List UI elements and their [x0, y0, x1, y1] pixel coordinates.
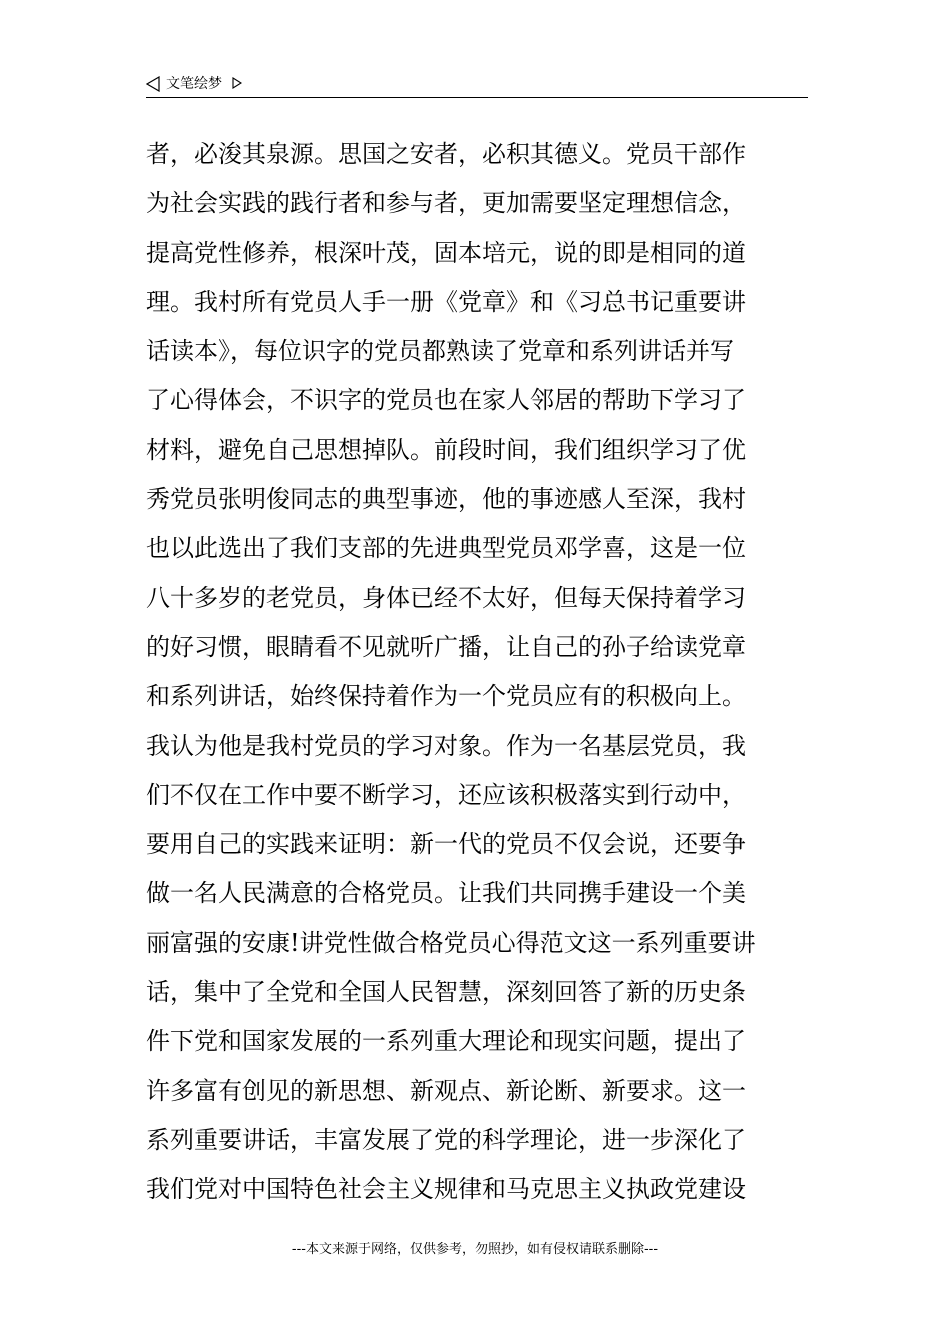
text-line: 材料，避免自己思想掉队。前段时间，我们组织学习了优: [146, 435, 746, 464]
text-line: 提高党性修养，根深叶茂，固本培元，说的即是相同的道: [146, 238, 746, 267]
text-line: 系列重要讲话，丰富发展了党的科学理论，进一步深化了: [146, 1125, 746, 1154]
text-line: 我们党对中国特色社会主义规律和马克思主义执政党建设: [146, 1175, 746, 1204]
header-divider: [146, 97, 808, 98]
triangle-left-icon: [146, 76, 160, 92]
text-line: 为社会实践的践行者和参与者，更加需要坚定理想信念，: [146, 189, 746, 218]
text-line: 件下党和国家发展的一系列重大理论和现实问题，提出了: [146, 1027, 746, 1056]
text-line: 秀党员张明俊同志的典型事迹，他的事迹感人至深，我村: [146, 485, 746, 514]
page-header: [146, 72, 808, 98]
text-line: 做一名人民满意的合格党员。让我们共同携手建设一个美: [146, 879, 746, 908]
text-line: 也以此选出了我们支部的先进典型党员邓学喜，这是一位: [146, 534, 746, 563]
text-line: 的好习惯，眼睛看不见就听广播，让自己的孙子给读党章: [146, 632, 746, 661]
text-line: 话读本》，每位识字的党员都熟读了党章和系列讲话并写: [146, 337, 734, 366]
text-line: 理。我村所有党员人手一册《党章》和《习总书记重要讲: [146, 287, 746, 316]
text-line: 们不仅在工作中要不断学习，还应该积极落实到行动中，: [146, 780, 746, 809]
text-line: 八十多岁的老党员，身体已经不太好，但每天保持着学习: [146, 583, 746, 612]
header-title: 文笔绘梦: [166, 76, 222, 92]
text-line: 我认为他是我村党员的学习对象。作为一名基层党员，我: [146, 731, 746, 760]
text-line: 许多富有创见的新思想、新观点、新论断、新要求。这一: [146, 1076, 746, 1105]
text-line: 话，集中了全党和全国人民智慧，深刻回答了新的历史条: [146, 978, 746, 1007]
document-body: [146, 130, 810, 1215]
text-line: 和系列讲话，始终保持着作为一个党员应有的积极向上。: [146, 682, 746, 711]
triangle-right-icon: [232, 77, 242, 89]
text-line: 了心得体会，不识字的党员也在家人邻居的帮助下学习了: [146, 386, 746, 415]
page-footer-disclaimer: ---本文来源于网络，仅供参考，勿照抄，如有侵权请联系删除---: [291, 1242, 659, 1257]
text-line: 丽富强的安康!讲党性做合格党员心得范文这一系列重要讲: [146, 928, 756, 957]
text-line: 要用自己的实践来证明：新一代的党员不仅会说，还要争: [146, 830, 746, 859]
text-line: 者，必浚其泉源。思国之安者，必积其德义。党员干部作: [146, 140, 746, 168]
